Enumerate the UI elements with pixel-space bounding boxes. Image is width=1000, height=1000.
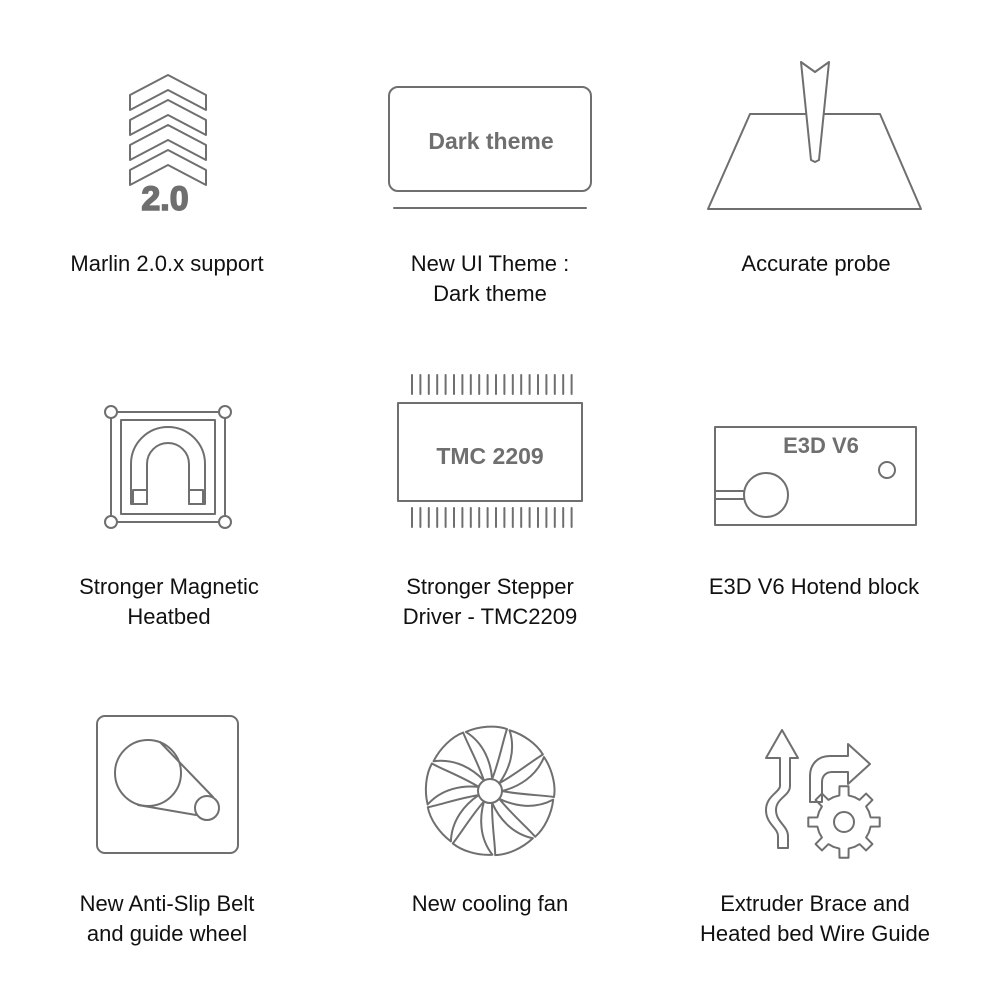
- caption-line: New UI Theme :: [410, 251, 570, 276]
- caption-line: Heated bed Wire Guide: [700, 921, 930, 946]
- caption-line: New cooling fan: [411, 891, 569, 916]
- fan-blade: [418, 763, 481, 819]
- caption-dark-theme: [330, 249, 650, 309]
- caption-line: Accurate probe: [741, 251, 891, 276]
- caption-line: Dark theme: [433, 281, 547, 306]
- caption-cooling-fan: [330, 889, 650, 919]
- belt-wheel-icon: [96, 715, 240, 855]
- caption-belt-wheel: [7, 889, 327, 949]
- caption-probe: [656, 249, 976, 279]
- gear-shape: [808, 786, 879, 857]
- dark-theme-screen-icon: [388, 86, 592, 212]
- fan-blade: [495, 773, 561, 837]
- dark-theme-screen-text: Dark theme: [428, 128, 554, 154]
- caption-line: Driver - TMC2209: [402, 604, 578, 629]
- caption-line: Heatbed: [127, 604, 211, 629]
- brace-wire-guide-icon: [748, 724, 884, 860]
- fan-blade: [459, 722, 508, 781]
- marlin-chevrons-icon: [120, 70, 220, 218]
- caption-line: and guide wheel: [86, 921, 248, 946]
- caption-line: Stronger Magnetic: [79, 574, 259, 599]
- stepper-chip-icon: [396, 374, 586, 530]
- caption-hotend-block: [654, 572, 974, 602]
- caption-magnetic-heatbed: [9, 572, 329, 632]
- caption-line: Extruder Brace and: [720, 891, 910, 916]
- magnet-heatbed-icon: [103, 404, 233, 530]
- probe-icon: [705, 58, 925, 213]
- caption-brace-wire-guide: [655, 889, 975, 949]
- caption-line: E3D V6 Hotend block: [708, 574, 920, 599]
- cooling-fan-icon: [420, 721, 560, 861]
- caption-marlin: [7, 249, 327, 279]
- caption-line: New Anti-Slip Belt: [79, 891, 255, 916]
- hotend-block-icon: [713, 425, 919, 529]
- caption-line: Marlin 2.0.x support: [70, 251, 264, 276]
- hotend-block-text: E3D V6: [783, 433, 859, 458]
- stepper-chip-text: TMC 2209: [436, 443, 544, 469]
- caption-stepper-driver: [330, 572, 650, 632]
- marlin-version-text: 2.0: [141, 180, 189, 218]
- caption-line: Stronger Stepper: [406, 574, 574, 599]
